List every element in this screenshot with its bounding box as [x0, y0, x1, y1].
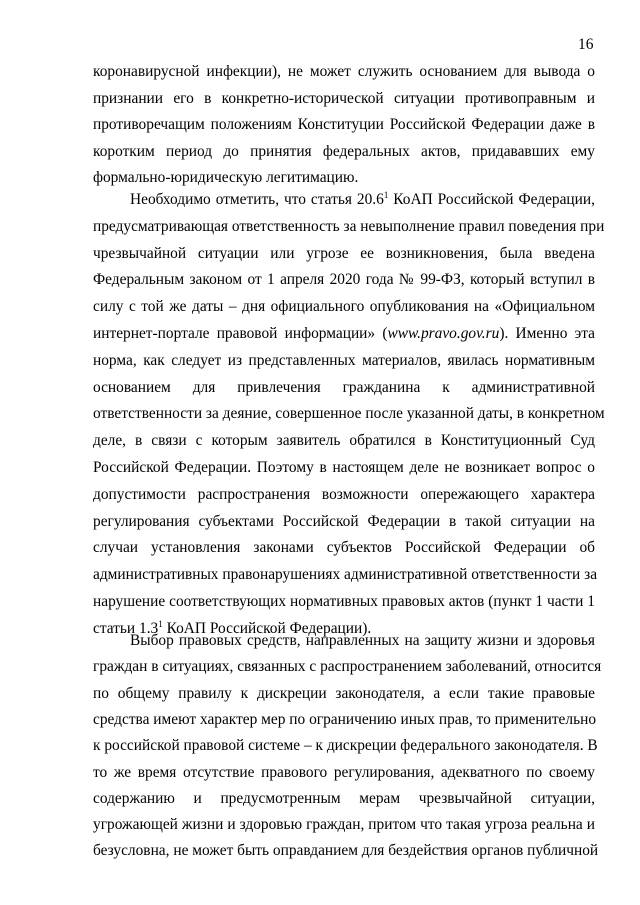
- text-line: случаи установления законами субъектов Российской Федерации об: [93, 539, 595, 557]
- website-link-text: www.pravo.gov.ru: [387, 325, 500, 342]
- text-line: содержанию и предусмотренным мерам чрезвычайной ситуации,: [93, 789, 595, 807]
- text-line: средства имеют характер мер по ограничению иных прав, то применительно: [93, 710, 597, 728]
- text-line: Российской Федерации. Поэтому в настоящем деле не возникает вопрос о: [93, 459, 595, 476]
- text-line: коронавирусной инфекции), не может служить основанием для вывода о: [93, 63, 595, 80]
- text-line: нарушение соответствующих нормативных правовых актов (пункт 1 части 1: [93, 593, 595, 610]
- superscript: 1: [158, 618, 163, 629]
- superscript: 1: [383, 190, 389, 200]
- text-line: Федеральным законом от 1 апреля 2020 года № 99-ФЗ, который вступил в: [93, 271, 595, 289]
- text-line: то же время отсутствие правового регулирования, адекватного по своему: [93, 763, 595, 781]
- text-line: к российской правовой системе – к дискреции федерального законодателя. В: [93, 737, 598, 755]
- text-line: коротким период до принятия федеральных актов, придававших ему: [93, 142, 595, 160]
- text-line: угрожающей жизни и здоровью граждан, притом что такая угроза реальна и: [93, 816, 595, 834]
- text-line: основанием для привлечения гражданина к административной: [93, 378, 595, 396]
- text-line: [93, 190, 595, 210]
- text-segment: интернет-портале правовой информации» (: [93, 325, 388, 342]
- text-line: Выбор правовых средств, направленных на защиту жизни и здоровья: [130, 632, 595, 649]
- text-line: чрезвычайной ситуации или угрозе ее возникновения, была введена: [93, 244, 595, 262]
- text-line: деле, в связи с которым заявитель обратился в Конституционный Суд: [93, 432, 595, 450]
- text-line: ответственности за деяние, совершенное после указанной даты, в конкретном: [93, 405, 605, 423]
- text-line: безусловна, не может быть оправданием для бездействия органов публичной: [93, 842, 599, 860]
- page-number: 16: [578, 36, 594, 53]
- text-line: регулирования субъектами Российской Федерации в такой ситуации на: [93, 512, 595, 530]
- text-segment: ). Именно эта: [499, 325, 595, 342]
- text-line: предусматривающая ответственность за невыполнение правил поведения при: [93, 217, 605, 235]
- text-line: допустимости распространения возможности опережающего характера: [93, 485, 595, 503]
- text-segment: статьи 1.3: [93, 619, 159, 637]
- text-line: формально-юридическую легитимацию.: [93, 169, 359, 186]
- text-segment: КоАП Российской Федерации,: [388, 191, 595, 208]
- text-line: противоречащим положениям Конституции Российской Федерации даже в: [93, 116, 595, 133]
- text-line: граждан в ситуациях, связанных с распространением заболеваний, относится: [93, 658, 602, 676]
- text-line: по общему правилу к дискреции законодателя, а если такие правовые: [93, 684, 595, 702]
- text-line: признании его в конкретно-исторической ситуации противоправным и: [93, 89, 595, 107]
- text-line: административных правонарушениях административной ответственности за: [93, 566, 598, 584]
- text-line: норма, как следует из представленных материалов, явилась нормативным: [93, 351, 595, 369]
- text-segment: Необходимо отметить, что статья 20.6: [130, 191, 384, 208]
- text-line: силу с той же даты – дня официального опубликования на «Официальном: [93, 298, 595, 316]
- text-segment: КоАП Российской Федерации).: [162, 619, 372, 637]
- text-line: [93, 324, 595, 344]
